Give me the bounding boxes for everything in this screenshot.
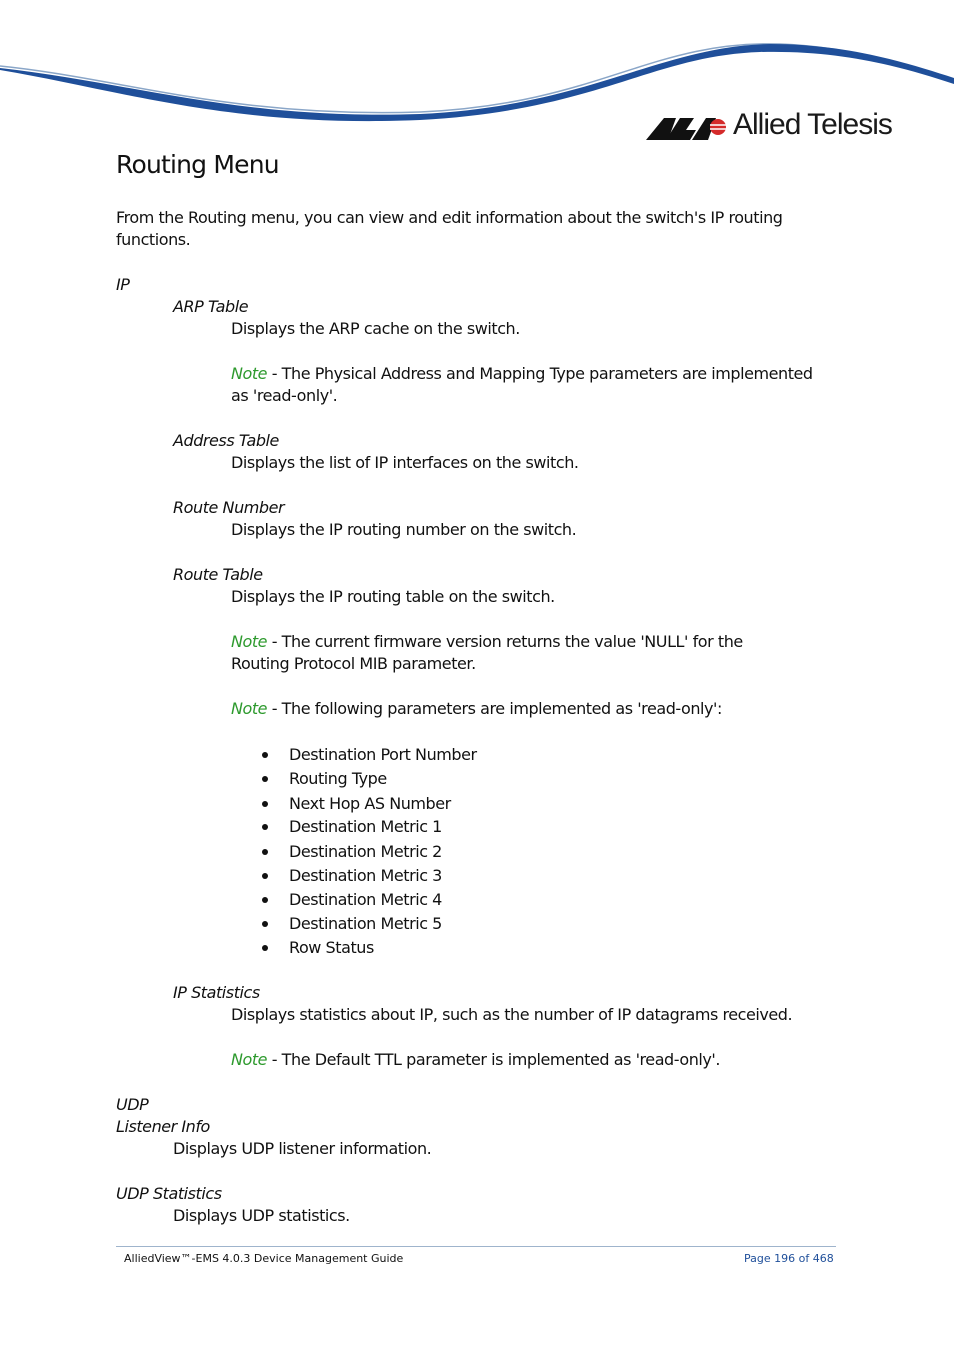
arp-note-text: - The Physical Address and Mapping Type parameters are implemented	[267, 364, 813, 383]
arp-note-line-2: as 'read-only'.	[231, 386, 338, 405]
list-item: Next Hop AS Number	[289, 794, 451, 813]
route-table-desc: Displays the IP routing table on the switch.	[231, 587, 555, 606]
arp-note-line-1	[231, 363, 813, 385]
route-table-note2-text: - The following parameters are implemented as 'read-only':	[267, 699, 722, 718]
bullet-icon	[262, 752, 268, 758]
list-item: Destination Metric 3	[289, 866, 442, 885]
bullet-icon	[262, 945, 268, 951]
list-item: Row Status	[289, 938, 374, 957]
page-title: Routing Menu	[116, 150, 279, 179]
route-table-note2-line-1	[231, 698, 722, 720]
intro-line-1: From the Routing menu, you can view and edit information about the switch's IP routing	[116, 208, 783, 227]
udp-statistics-label: UDP Statistics	[116, 1184, 222, 1203]
intro-line-2: functions.	[116, 230, 191, 249]
bullet-icon	[262, 921, 268, 927]
ip-statistics-note	[231, 1049, 720, 1071]
ip-statistics-label: IP Statistics	[173, 983, 260, 1002]
bullet-icon	[262, 873, 268, 879]
route-number-label: Route Number	[173, 498, 285, 517]
route-table-note1-line-1	[231, 631, 743, 653]
route-table-label: Route Table	[173, 565, 263, 584]
arp-table-desc: Displays the ARP cache on the switch.	[231, 319, 520, 338]
list-item: Destination Metric 1	[289, 817, 442, 836]
bullet-icon	[262, 776, 268, 782]
note-label: Note	[231, 1050, 268, 1069]
note-label: Note	[231, 699, 268, 718]
note-label: Note	[231, 632, 268, 651]
list-item: Routing Type	[289, 769, 387, 788]
footer-doc-title: AlliedView™-EMS 4.0.3 Device Management Guide	[124, 1252, 404, 1265]
bullet-icon	[262, 897, 268, 903]
ip-statistics-desc: Displays statistics about IP, such as the number of IP datagrams received.	[231, 1005, 793, 1024]
udp-statistics-desc: Displays UDP statistics.	[173, 1206, 350, 1225]
address-table-desc: Displays the list of IP interfaces on the switch.	[231, 453, 579, 472]
udp-heading: UDP	[116, 1095, 149, 1114]
address-table-label: Address Table	[173, 431, 279, 450]
ip-statistics-note-text: - The Default TTL parameter is implemented as 'read-only'.	[267, 1050, 721, 1069]
logo-text: Allied Telesis	[733, 108, 892, 141]
route-table-note1-line-2: Routing Protocol MIB parameter.	[231, 654, 476, 673]
bullet-icon	[262, 824, 268, 830]
allied-telesis-logo-icon	[646, 108, 736, 148]
bullet-icon	[262, 849, 268, 855]
route-number-desc: Displays the IP routing number on the switch.	[231, 520, 577, 539]
footer-page-number: Page 196 of 468	[744, 1252, 834, 1265]
list-item: Destination Port Number	[289, 745, 477, 764]
footer-divider	[116, 1246, 836, 1247]
bullet-icon	[262, 801, 268, 807]
list-item: Destination Metric 5	[289, 914, 442, 933]
listener-info-desc: Displays UDP listener information.	[173, 1139, 432, 1158]
note-label: Note	[231, 364, 268, 383]
arp-table-label: ARP Table	[173, 297, 249, 316]
route-table-note1-text: - The current firmware version returns the value 'NULL' for the	[267, 632, 743, 651]
listener-info-label: Listener Info	[116, 1117, 210, 1136]
list-item: Destination Metric 2	[289, 842, 442, 861]
list-item: Destination Metric 4	[289, 890, 442, 909]
ip-heading: IP	[116, 275, 130, 294]
